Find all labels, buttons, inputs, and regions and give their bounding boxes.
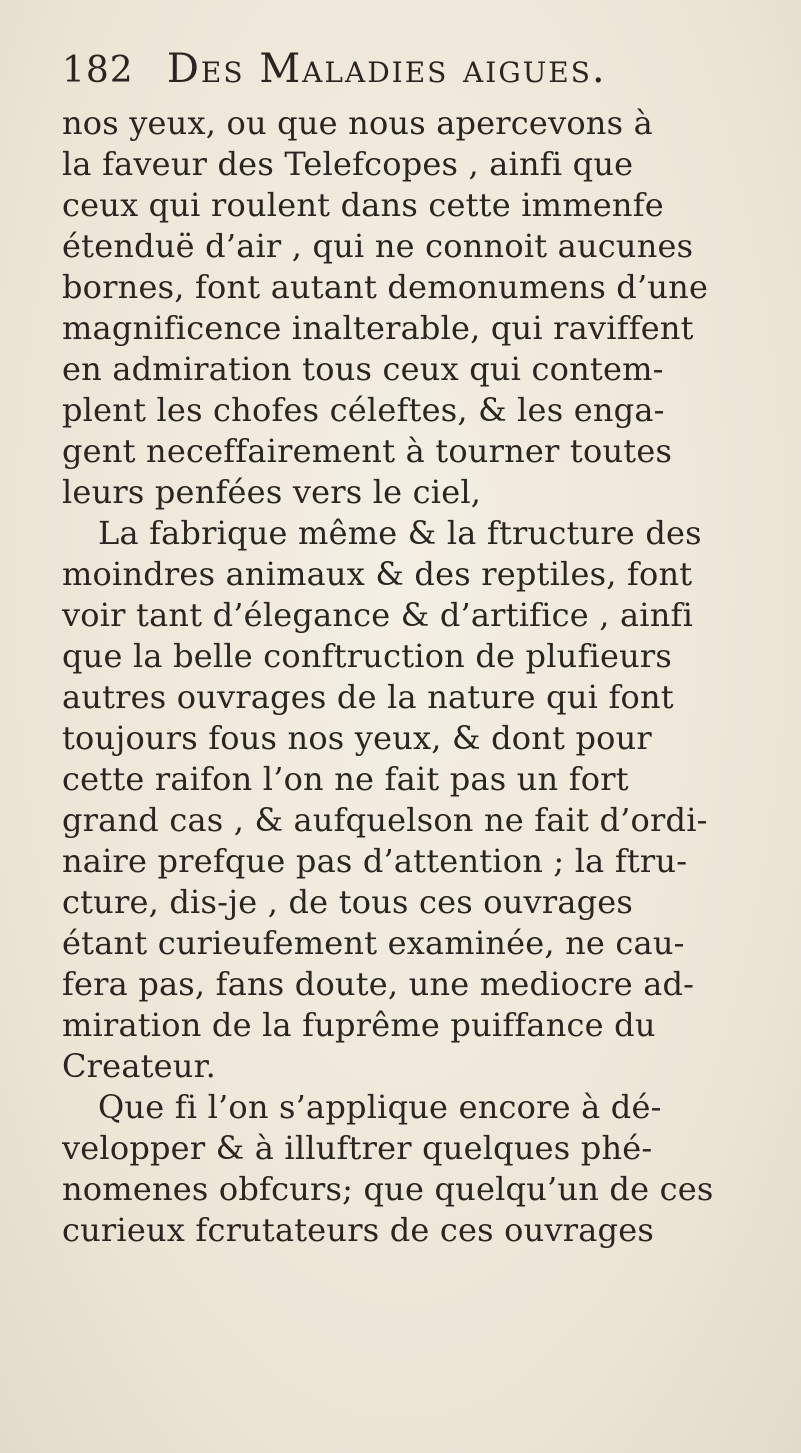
text-line: gent neceffairement à tourner toutes <box>62 432 673 470</box>
text-line: cette raifon l’on ne fait pas un fort <box>62 760 629 798</box>
text-line: moindres animaux & des reptiles, font <box>62 555 693 593</box>
text-line: cture, dis-je , de tous ces ouvrages <box>62 883 634 921</box>
text-line: curieux fcrutateurs de ces ouvrages <box>62 1211 654 1249</box>
text-line: étenduë d’air , qui ne connoit aucunes <box>62 227 694 265</box>
text-line: La fabrique même & la ftructure des <box>98 514 702 552</box>
text-line: leurs penfées vers le ciel, <box>62 473 482 511</box>
text-line: la faveur des Telefcopes , ainfi que <box>62 145 634 183</box>
text-line: ceux qui roulent dans cette immenfe <box>62 186 664 224</box>
text-line: voir tant d’élegance & d’artifice , ainfi <box>62 596 694 634</box>
text-line: nomenes obfcurs; que quelqu’un de ces <box>62 1170 714 1208</box>
text-line: naire prefque pas d’attention ; la ftru- <box>62 842 688 880</box>
text-line: nos yeux, ou que nous apercevons à <box>62 104 653 142</box>
text-line: bornes, font autant demonumens d’une <box>62 268 709 306</box>
text-line: Createur. <box>62 1047 216 1085</box>
page-header <box>62 46 762 106</box>
text-line: velopper & à illuftrer quelques phé- <box>62 1129 653 1167</box>
text-line: Que fi l’on s’applique encore à dé- <box>98 1088 662 1126</box>
text-line: en admiration tous ceux qui contem- <box>62 350 664 388</box>
text-line: grand cas , & aufquelson ne fait d’ordi- <box>62 801 708 839</box>
page-number: 182 <box>62 50 134 91</box>
text-line: autres ouvrages de la nature qui font <box>62 678 674 716</box>
text-line: que la belle conftruction de plufieurs <box>62 637 673 675</box>
text-line: fera pas, fans doute, une mediocre ad- <box>62 965 695 1003</box>
text-line: plent les chofes céleftes, & les enga- <box>62 391 665 429</box>
text-line: toujours fous nos yeux, & dont pour <box>62 719 652 757</box>
text-line: miration de la fuprême puiffance du <box>62 1006 656 1044</box>
text-line: étant curieufement examinée, ne cau- <box>62 924 685 962</box>
body-text <box>62 103 762 1251</box>
running-title: Des Maladies aigues. <box>166 46 607 92</box>
text-line: magnificence inalterable, qui raviffent <box>62 309 694 347</box>
